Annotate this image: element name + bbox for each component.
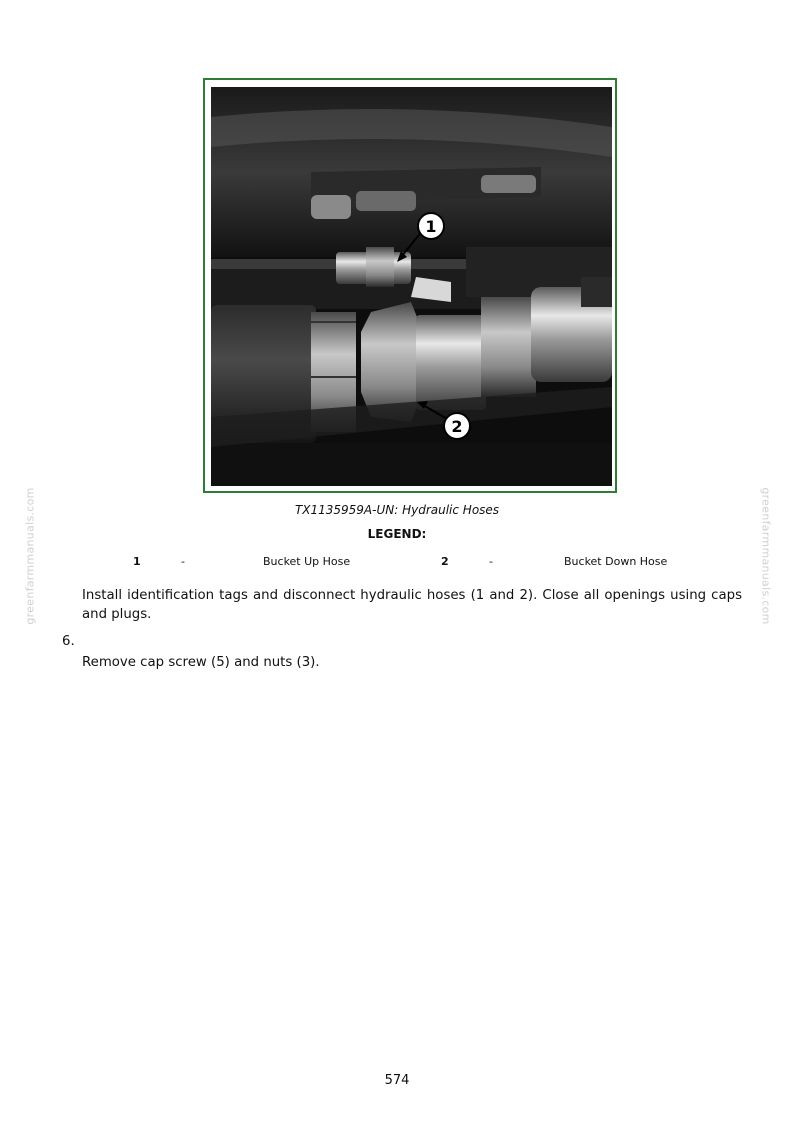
watermark-right: greenfarmmanuals.com xyxy=(759,487,773,625)
page-number: 574 xyxy=(384,1073,410,1088)
legend-item-2-number: 2 xyxy=(441,555,449,568)
legend-item-1-number: 1 xyxy=(133,555,141,568)
callout-2: 2 xyxy=(451,417,463,436)
step-5-text: Install identification tags and disconnect hydraulic hoses (1 and 2). Close all openings using caps and plugs. xyxy=(82,588,742,622)
legend-item-2-dash: - xyxy=(489,555,493,568)
legend-title: LEGEND: xyxy=(367,527,427,541)
step-6-number: 6. xyxy=(62,634,75,649)
hydraulic-hoses-photo xyxy=(211,87,612,486)
legend-item-1-dash: - xyxy=(181,555,185,568)
figure-caption: TX1135959A-UN: Hydraulic Hoses xyxy=(294,503,500,517)
step-6-text: Remove cap screw (5) and nuts (3). xyxy=(82,655,320,670)
legend-item-2-label: Bucket Down Hose xyxy=(564,555,668,568)
watermark-left: greenfarmmanuals.com xyxy=(23,487,37,625)
callout-1: 1 xyxy=(425,217,437,236)
legend-item-1-label: Bucket Up Hose xyxy=(263,555,351,568)
